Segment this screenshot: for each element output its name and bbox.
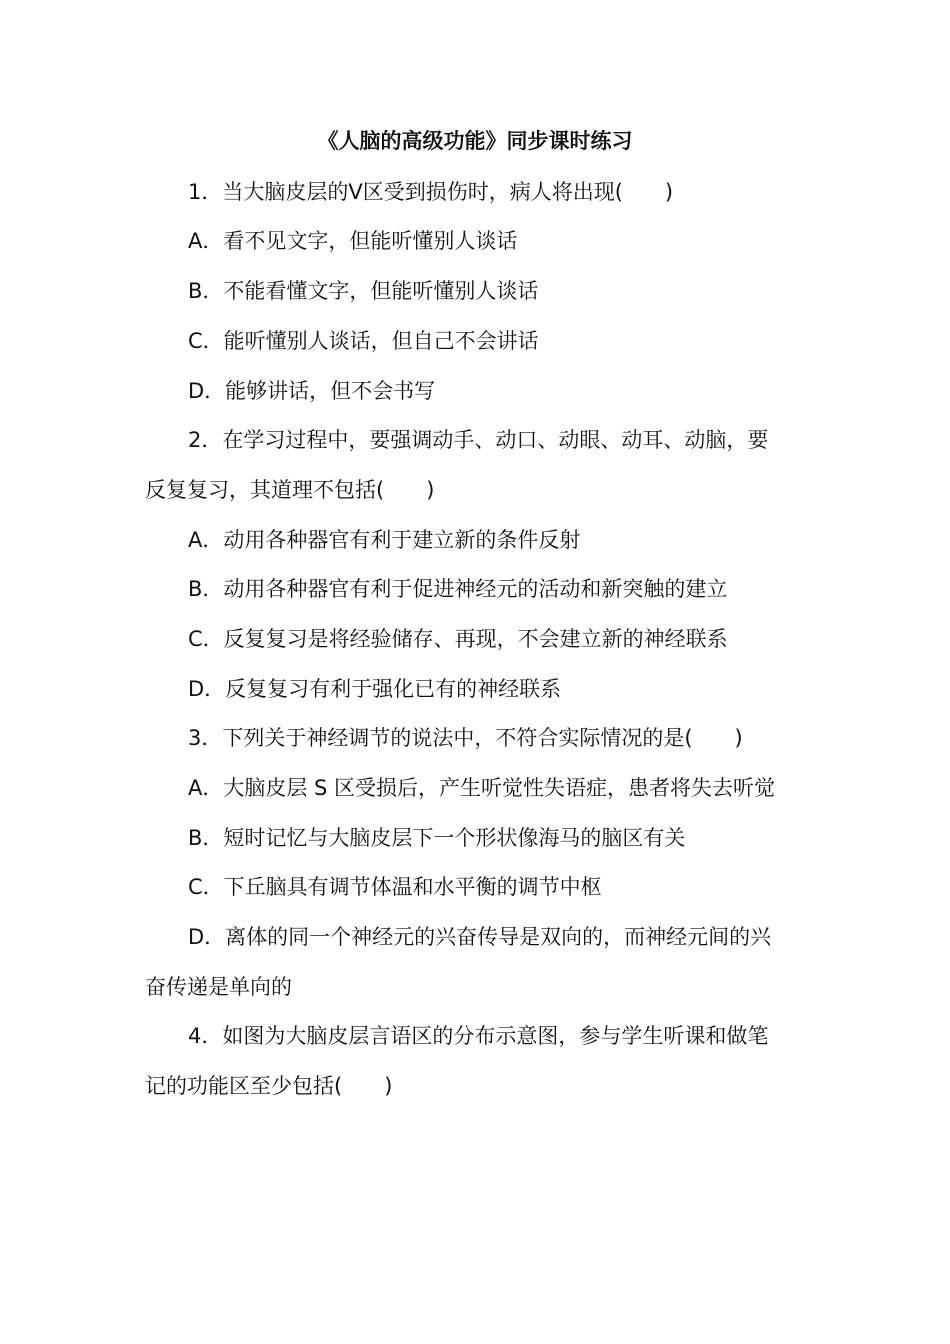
document-title: 《人脑的高级功能》同步课时练习	[317, 129, 633, 153]
question-2-stem-line-1: 2．在学习过程中，要强调动手、动口、动眼、动耳、动脑，要	[188, 428, 769, 452]
question-3-option-b: B．短时记忆与大脑皮层下一个形状像海马的脑区有关	[188, 826, 686, 850]
question-2-stem-line-2: 反复复习，其道理不包括( )	[145, 478, 435, 502]
question-1-option-c: C．能听懂别人谈话，但自己不会讲话	[188, 329, 539, 353]
question-3-option-c: C．下丘脑具有调节体温和水平衡的调节中枢	[188, 875, 602, 899]
question-3-option-d-line-2: 奋传递是单向的	[145, 975, 292, 999]
question-3-stem: 3．下列关于神经调节的说法中，不符合实际情况的是( )	[188, 726, 743, 750]
question-3-option-a: A．大脑皮层 S 区受损后，产生听觉性失语症，患者将失去听觉	[188, 776, 776, 800]
question-1-stem: 1．当大脑皮层的Ⅴ区受到损伤时，病人将出现( )	[188, 180, 674, 204]
question-1-option-a: A．看不见文字，但能听懂别人谈话	[188, 229, 518, 253]
question-4-stem-line-2: 记的功能区至少包括( )	[145, 1074, 393, 1098]
question-4-stem-line-1: 4．如图为大脑皮层言语区的分布示意图，参与学生听课和做笔	[188, 1024, 769, 1048]
question-2-option-b: B．动用各种器官有利于促进神经元的活动和新突触的建立	[188, 577, 728, 601]
question-1-option-d: D．能够讲话，但不会书写	[188, 379, 436, 403]
question-2-option-d: D．反复复习有利于强化已有的神经联系	[188, 677, 562, 701]
question-2-option-c: C．反复复习是将经验储存、再现，不会建立新的神经联系	[188, 627, 728, 651]
question-2-option-a: A．动用各种器官有利于建立新的条件反射	[188, 528, 581, 552]
question-3-option-d-line-1: D．离体的同一个神经元的兴奋传导是双向的，而神经元间的兴	[188, 925, 772, 949]
question-1-option-b: B．不能看懂文字，但能听懂别人谈话	[188, 279, 539, 303]
